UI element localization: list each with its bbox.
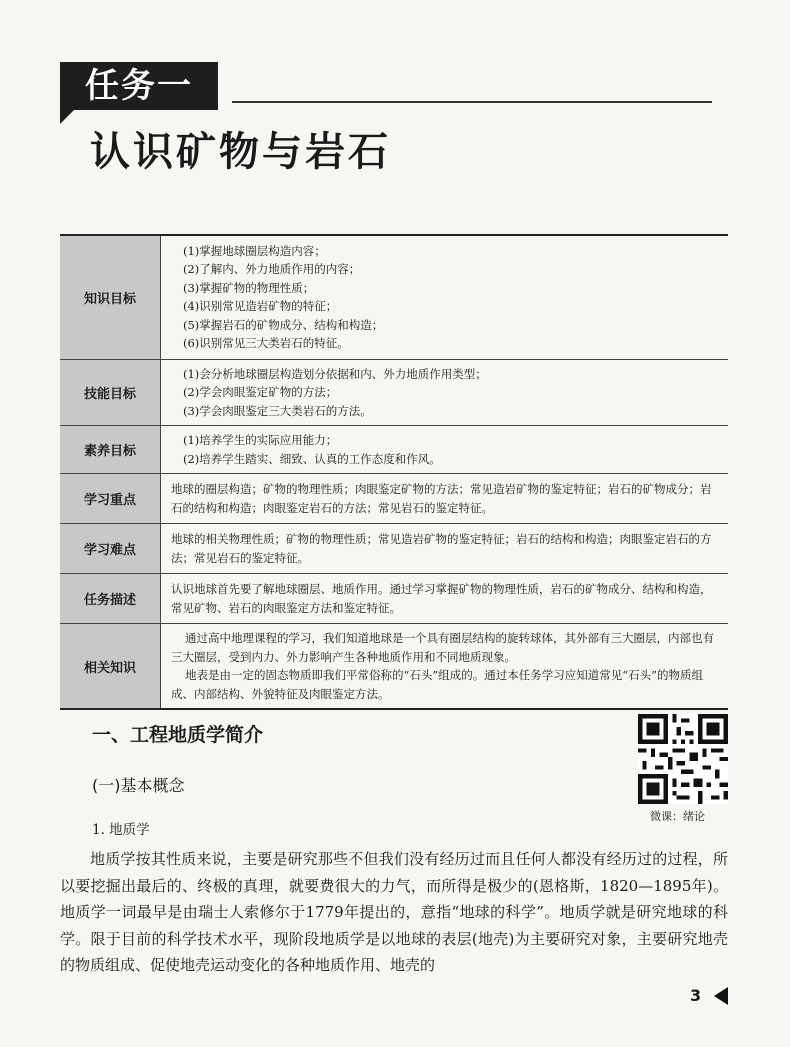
row-content xyxy=(161,624,729,710)
body-paragraph: 地质学按其性质来说，主要是研究那些不但我们没有经历过而且任何人都没有经历过的过程，所以要挖掘出最后的、终极的真理，就要费很大的力气，而所得是极少的(恩格斯，1820—1895年)。地质学一词最早是由瑞士人索修尔于1779年提出的，意指“地球的科学”。地质学就是研究地球的科学。限于目前的科学技术水平，现阶段地质学是以地球的表层(地壳)为主要研究对象，主要研究地壳的物质组成、促使地壳运动变化的各种地质作用、地壳的 xyxy=(60,850,728,974)
paragraph: 通过高中地理课程的学习，我们知道地球是一个具有圈层结构的旋转球体，其外部有三大圈层，内部也有三大圈层，受到内力、外力影响产生各种地质作用和不同地质现象。 xyxy=(171,631,714,664)
paragraph: 地表是由一定的固态物质即我们平常俗称的“石头”组成的。通过本任务学习应知道常见“石头”的物质组成、内部结构、外貌特征及肉眼鉴定方法。 xyxy=(171,668,704,701)
title-rule xyxy=(232,101,712,103)
page-arrow-icon xyxy=(714,987,728,1005)
row-label: 学习重点 xyxy=(60,474,161,524)
section-title: 一、工程地质学简介 xyxy=(92,724,264,746)
list-item: (3)学会肉眼鉴定三大类岩石的方法。 xyxy=(183,403,372,418)
task-tab-notch xyxy=(60,110,74,124)
subsection-title: (一)基本概念 xyxy=(92,776,185,795)
row-label: 素养目标 xyxy=(60,426,161,474)
list-item: (3)掌握矿物的物理性质； xyxy=(183,280,315,295)
list-item: (1)掌握地球圈层构造内容； xyxy=(183,243,326,258)
list-item: (2)培养学生踏实、细致、认真的工作态度和作风。 xyxy=(183,451,441,466)
table-row xyxy=(60,235,728,359)
qr-code-icon[interactable] xyxy=(638,714,728,804)
qr-caption: 微课：绪论 xyxy=(650,810,705,823)
row-content xyxy=(161,426,729,474)
list-item: (1)培养学生的实际应用能力； xyxy=(183,433,338,447)
list-item: (2)学会肉眼鉴定矿物的方法； xyxy=(183,385,338,399)
list-item: (2)了解内、外力地质作用的内容； xyxy=(183,262,361,277)
page-number: 3 xyxy=(690,986,702,1005)
table-row xyxy=(60,524,728,574)
row-content: 认识地球首先要了解地球圈层、地质作用。通过学习掌握矿物的物理性质，岩石的矿物成分、结构和构造，常见矿物、岩石的肉眼鉴定方法和鉴定特征。 xyxy=(161,574,729,624)
row-content xyxy=(161,235,729,359)
page-title: 认识矿物与岩石 xyxy=(90,129,391,175)
row-content xyxy=(161,359,729,426)
table-row xyxy=(60,574,728,624)
task-label: 任务一 xyxy=(60,62,218,110)
row-label: 任务描述 xyxy=(60,574,161,624)
row-label: 知识目标 xyxy=(60,235,161,359)
table-row xyxy=(60,624,728,710)
table-row xyxy=(60,359,728,426)
term-heading: 1. 地质学 xyxy=(92,822,150,838)
row-content: 地球的圈层构造；矿物的物理性质；肉眼鉴定矿物的方法；常见造岩矿物的鉴定特征；岩石的矿物成分；岩石的结构和构造；肉眼鉴定岩石的方法；常见岩石的鉴定特征。 xyxy=(161,474,729,524)
row-label: 技能目标 xyxy=(60,359,161,426)
table-row xyxy=(60,426,728,474)
list-item: (5)掌握岩石的矿物成分、结构和构造； xyxy=(183,317,384,332)
list-item: (1)会分析地球圈层构造划分依据和内、外力地质作用类型； xyxy=(183,366,487,381)
row-content: 地球的相关物理性质；矿物的物理性质；常见造岩矿物的鉴定特征；岩石的结构和构造；肉眼鉴定岩石的方法；常见岩石的鉴定特征。 xyxy=(161,524,729,574)
objectives-table xyxy=(60,234,728,710)
table-row xyxy=(60,474,728,524)
list-item: (4)识别常见造岩矿物的特征； xyxy=(183,299,338,314)
list-item: (6)识别常见三大类岩石的特征。 xyxy=(183,336,349,351)
row-label: 相关知识 xyxy=(60,624,161,710)
row-label: 学习难点 xyxy=(60,524,161,574)
